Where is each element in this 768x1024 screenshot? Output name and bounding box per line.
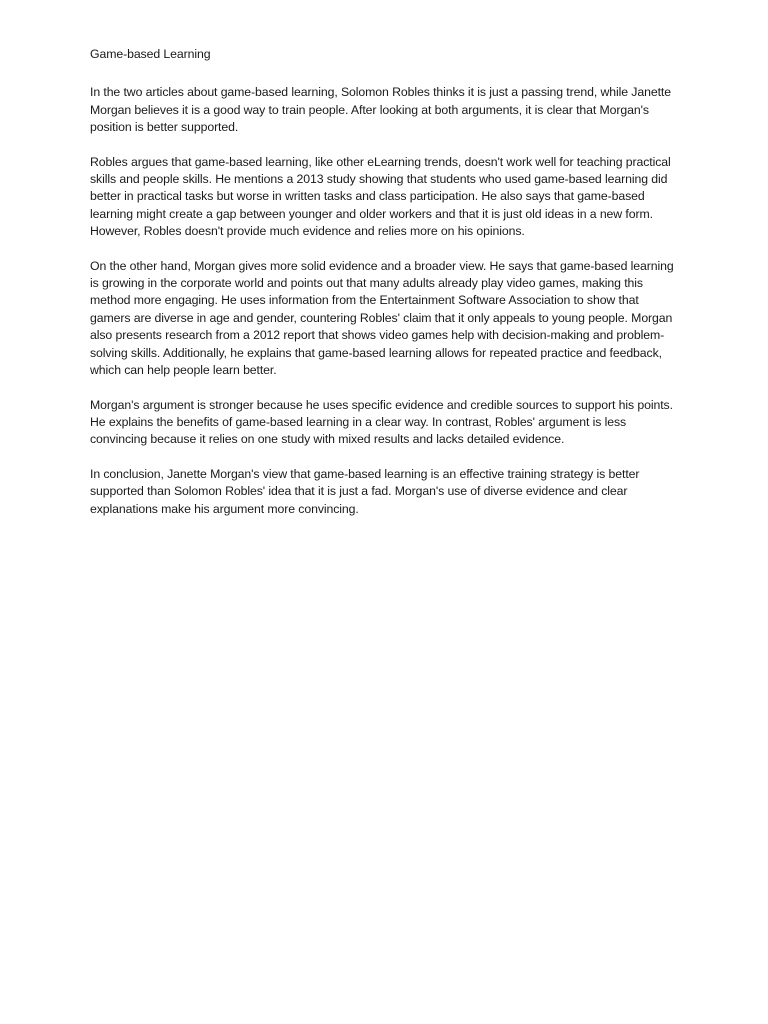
paragraph-conclusion: In conclusion, Janette Morgan's view that game-based learning is an effective training strategy is better supported than Solomon Robles' idea that it is just a fad. Morgan's use of diverse evidence and clear explanations make his argument more convincing.	[90, 466, 640, 516]
document-body	[90, 46, 682, 535]
paragraph-comparison: Morgan's argument is stronger because he uses specific evidence and credible sources to support his points. He explains the benefits of game-based learning in a clear way. In contrast, Robles' argument is less convincing because it relies on one study with mixed results and lacks detailed evidence.	[90, 397, 673, 447]
paragraph-robles-argument: Robles argues that game-based learning, like other eLearning trends, doesn't work well for teaching practical skills and people skills. He mentions a 2013 study showing that students who used game-based learning did better in practical tasks but worse in written tasks and class participation. He also says that game-based learning might create a gap between younger and older workers and that it is just old ideas in a new form. However, Robles doesn't provide much evidence and relies more on his opinions.	[90, 154, 671, 239]
paragraph-introduction: In the two articles about game-based learning, Solomon Robles thinks it is just a passing trend, while Janette Morgan believes it is a good way to train people. After looking at both arguments, it is clear that Morgan's position is better supported.	[90, 85, 671, 135]
document-title: Game-based Learning	[90, 47, 211, 61]
paragraph-morgan-argument: On the other hand, Morgan gives more solid evidence and a broader view. He says that game-based learning is growing in the corporate world and points out that many adults already play video games, making this method more engaging. He uses information from the Entertainment Software Association to show that gamers are diverse in age and gender, countering Robles' claim that it only appeals to young people. Morgan also presents research from a 2012 report that shows video games help with decision-making and problem-solving skills. Additionally, he explains that game-based learning allows for repeated practice and feedback, which can help people learn better.	[90, 258, 674, 378]
